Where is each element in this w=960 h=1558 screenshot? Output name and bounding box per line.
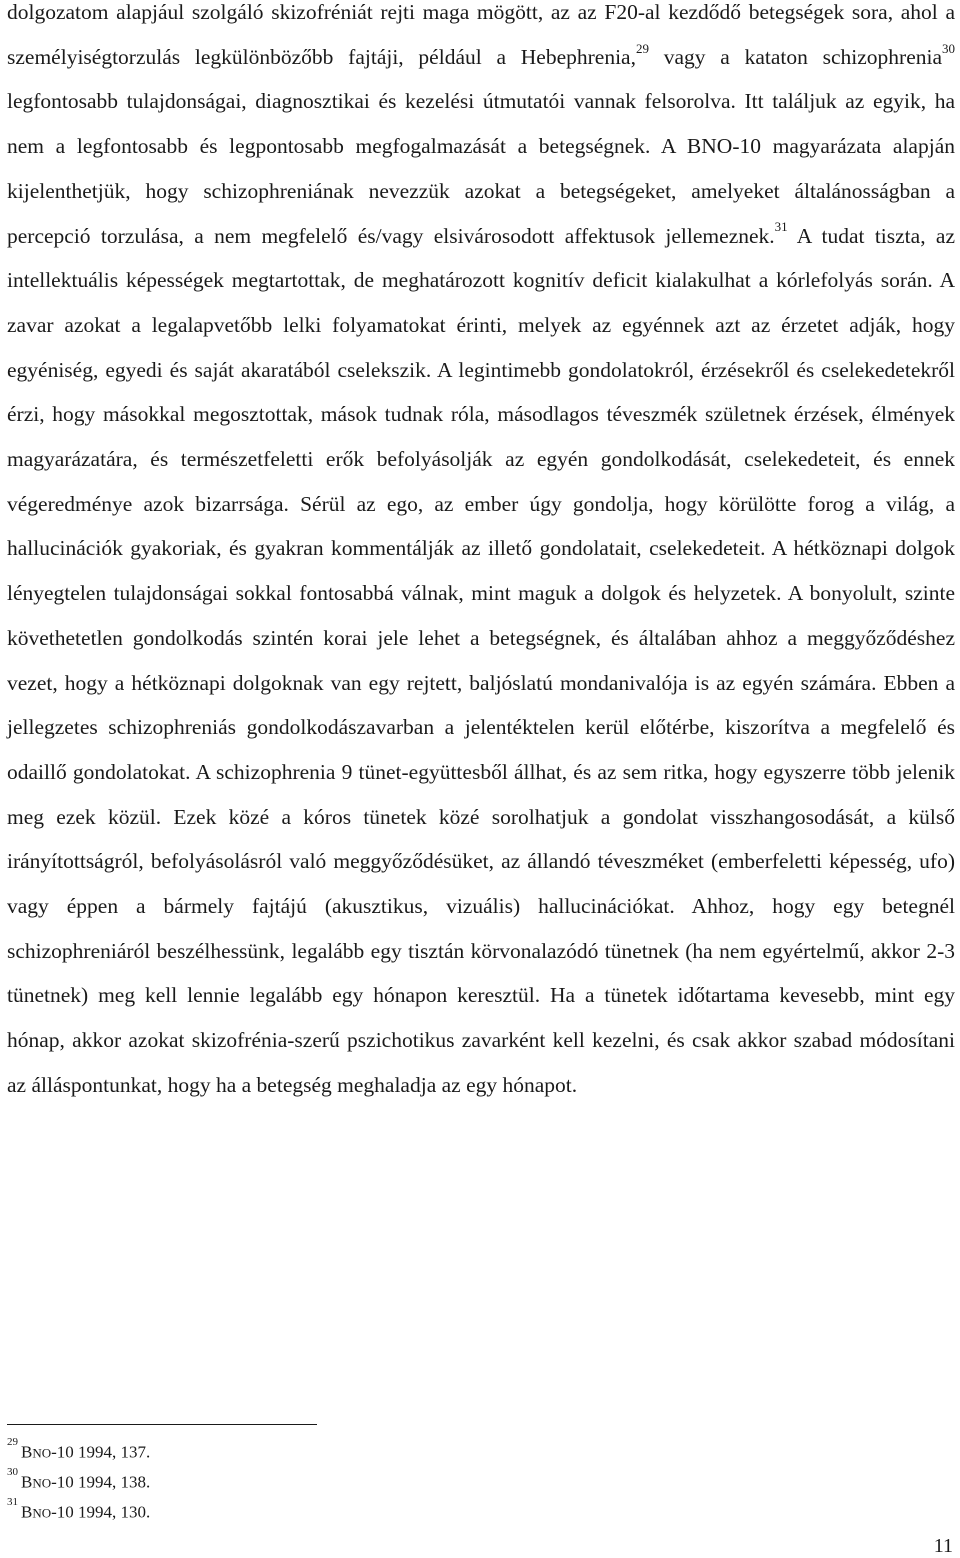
footnote-number: 31 <box>7 1496 18 1509</box>
body-text-1: dolgozatom alapjául szolgáló skizofréniát rejti maga mögött, az az F20-al kezdődő betegségek sora, ahol a személyiségtorzulás legkülönbözőbb fajtáji, például a Hebephrenia, <box>7 0 955 69</box>
footnote-source-initial: B <box>21 1502 33 1522</box>
page-number: 11 <box>933 1535 953 1557</box>
footnote-number: 29 <box>7 1436 18 1448</box>
footnote-citation: -10 1994, 130. <box>51 1502 151 1522</box>
footnote-source-smallcaps: NO <box>32 1505 52 1521</box>
footnote-31 <box>7 1496 607 1526</box>
body-text-4: A tudat tiszta, az intellektuális képességek megtartottak, de meghatározott kognitív deficit kialakulhat a kórlefolyás során. A zavar azokat a legalapvetőbb lelki folyamatokat érinti, melyek az egyénnek azt az érzetet adják, hogy egyéniség, egyedi és saját akaratából cselekszik. A legintimebb gondolatokról, érzésekről és cselekedetekről érzi, hogy másokkal megosztottak, mások tudnak róla, másodlagos téveszmék születnek érzések, élmények magyarázatára, és természetfeletti erők befolyásolják az egyén gondolkodását, cselekedeteit, és ennek végeredménye azok bizarrsága. Sérül az ego, az ember úgy gondolja, hogy körülötte forog a világ, a hallucinációk gyakoriak, és gyakran kommentálják az illető gondolatait, cselekedeteit. A hétköznapi dolgok lényegtelen tulajdonságai sokkal fontosabbá válnak, mint maguk a dolgok és helyzetek. A bonyolult, szinte követhetetlen gondolkodás szintén korai jele lehet a betegségnek, és általában ahhoz a meggyőződéshez vezet, hogy a hétköznapi dolgoknak van egy rejtett, baljóslatú mondanivalója is az egyén számára. Ebben a jellegzetes schizophreniás gondolkodászavarban a jelentéktelen kerül előtérbe, kiszorítva a megfelelő és odaillő gondolatokat. A schizophrenia 9 tünet-együttesből állhat, és az sem ritka, hogy egyszerre több jelenik meg ezek közül. Ezek közé a kóros tünetek közé sorolhatjuk a gondolat visszhangosodását, a külső irányítottságról, befolyásolásról való meggyőződésüket, az állandó téveszméket (emberfeletti képesség, ufo) vagy éppen a bármely fajtájú (akusztikus, vizuális) hallucinációkat. Ahhoz, hogy egy betegnél schizophreniáról beszélhessünk, legalább egy tisztán körvonalazódó tünetnek (ha nem egyértelmű, akkor 2-3 tünetnek) meg kell lennie legalább egy hónapon keresztül. Ha a tünetek időtartama kevesebb, mint egy hónap, akkor azokat skizofrénia-szerű pszichotikus zavarként kell kezelni, és csak akkor szabad módosítani az álláspontunkat, hogy ha a betegség meghaladja az egy hónapot. <box>7 223 955 1097</box>
footnote-29 <box>7 1436 607 1466</box>
footnote-source-smallcaps: NO <box>32 1475 52 1491</box>
body-text-2: vagy a kataton schizophrenia <box>648 44 943 69</box>
body-text-3: legfontosabb tulajdonságai, diagnosztikai és kezelési útmutatói vannak felsorolva. Itt találjuk az egyik, ha nem a legfontosabb és legpontosabb megfogalmazását a betegségnek. A BNO-10 magyarázata alapján kijelenthetjük, hogy schizophreniának nevezzük azokat a betegségeket, amelyeket általánosságban a percepció torzulása, a nem megfelelő és/vagy elsivárosodott affektusok jellemeznek. <box>7 89 955 248</box>
footnote-ref-30[interactable]: 30 <box>942 40 956 56</box>
body-paragraph <box>7 0 955 1108</box>
footnotes <box>7 1436 607 1526</box>
footnote-citation: -10 1994, 138. <box>51 1472 151 1492</box>
footnote-30 <box>7 1466 607 1496</box>
footnote-source-smallcaps: NO <box>32 1445 52 1461</box>
footnote-citation: -10 1994, 137. <box>51 1442 151 1462</box>
footnote-source-initial: B <box>21 1442 33 1462</box>
footnote-separator <box>7 1424 317 1425</box>
footnote-ref-29[interactable]: 29 <box>635 40 649 56</box>
footnote-number: 30 <box>7 1466 18 1479</box>
footnote-ref-31[interactable]: 31 <box>774 219 788 235</box>
footnote-source-initial: B <box>21 1472 33 1492</box>
